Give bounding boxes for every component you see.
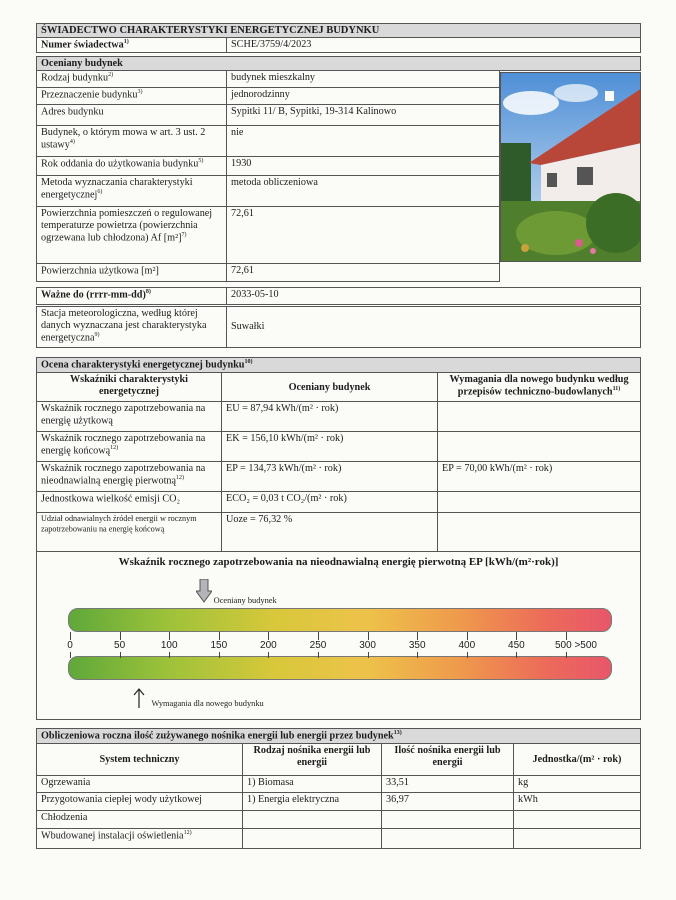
energy-row-heating-system: Ogrzewania [36,775,243,793]
ep-scale-bar-top [68,608,612,632]
building-purpose-value: jednorodzinny [226,87,500,105]
assessment-col-indicators: Wskaźniki charakterystyki energetycznej [36,372,222,402]
required-marker-label: Wymagania dla nowego budynku [151,699,264,708]
building-address-value: Sypitki 11/ B, Sypitki, 19-314 Kalinowo [226,104,500,126]
valid-until-value: 2033-05-10 [226,287,641,305]
energy-row-hotwater-system: Przygotowania ciepłej wody użytkowej [36,792,243,811]
energy-row-cooling-unit [513,810,641,829]
energy-row-lighting-unit [513,828,641,849]
ep-scale-tick-label: 0 [67,640,73,651]
ep-scale-title: Wskaźnik rocznego zapotrzebowania na nieodnawialną energię pierwotną EP [kWh/(m²·rok)] [118,556,559,568]
ep-scale-tick [467,632,468,640]
assessment-col-requirements: Wymagania dla nowego budynku według przepisów techniczno-budowlanych$^{11)}$ [437,372,641,402]
energy-row-heating-amount: 33,51 [381,775,514,793]
indicator-ek-requirement [437,431,641,462]
energy-row-cooling-system: Chłodzenia [36,810,243,829]
assessment-col-building: Oceniany budynek [221,372,438,402]
indicator-ep-value: EP = 134,73 kWh/(m² · rok) [221,461,438,492]
ep-scale-tick [268,652,269,658]
ep-scale-panel [36,551,641,720]
weather-station-label: Stacja meteorologiczna, według której danych wyznaczana jest charakterystyka energetyczna$^{9)}$ [36,306,227,348]
energy-row-hotwater-amount: 36,97 [381,792,514,811]
ep-scale-tick-label: 350 [408,640,426,651]
ep-scale-tick [169,652,170,658]
ep-scale-tick-label: 250 [309,640,327,651]
building-type-label: Rodzaj budynku$^{2)}$ [36,70,227,88]
energy-col-unit: Jednostka/(m² · rok) [513,743,641,776]
ep-scale-tick [120,632,121,640]
indicator-ep-label: Wskaźnik rocznego zapotrzebowania na nieodnawialną energię pierwotną$^{12)}$ [36,461,222,492]
ep-scale-tick [417,652,418,658]
building-usable-area-label: Powierzchnia użytkowa [m²] [36,263,227,282]
indicator-eu-label: Wskaźnik rocznego zapotrzebowania na energię użytkową [36,401,222,432]
indicator-ek-value: EK = 156,10 kWh/(m² · rok) [221,431,438,462]
ep-scale-tick-label: 200 [260,640,277,651]
indicator-oze-requirement [437,512,641,552]
indicator-co2-value: ECO₂ = 0,03 t CO₂/(m² · rok) [221,491,438,513]
building-heated-area-value: 72,61 [226,206,500,264]
building-year-value: 1930 [226,156,500,176]
building-heated-area-label: Powierzchnia pomieszczeń o regulowanej temperaturze powietrza (powierzchnia ogrzewana lub chłodzona) Af $[m^2]^{7)}$ [36,206,227,264]
assessment-section-header: Ocena charakterystyki energetycznej budynku$^{10)}$ [36,357,641,373]
ep-scale-tick [268,632,269,640]
energy-row-hotwater-carrier: 1) Energia elektryczna [242,792,382,811]
certificate-number-label: Numer świadectwa$^{1)}$ [36,37,227,53]
ep-scale-tick [318,632,319,640]
ep-scale-tick-label: 50 [114,640,126,651]
ep-scale-tick [70,652,71,658]
energy-row-heating-unit: kg [513,775,641,793]
energy-row-lighting-amount [381,828,514,849]
building-year-label: Rok oddania do użytkowania budynku$^{5)}$ [36,156,227,176]
ep-scale-tick [516,652,517,658]
document-title: ŚWIADECTWO CHARAKTERYSTYKI ENERGETYCZNEJ BUDYNKU [36,23,641,38]
building-method-value: metoda obliczeniowa [226,175,500,207]
indicator-eu-value: EU = 87,94 kWh/(m² · rok) [221,401,438,432]
ep-scale-tick [219,632,220,640]
building-art3-value: nie [226,125,500,157]
ep-scale-tick [417,632,418,640]
energy-row-lighting-carrier [242,828,382,849]
energy-row-heating-carrier: 1) Biomasa [242,775,382,793]
building-section-header: Oceniany budynek [36,56,641,71]
ep-scale-tick [120,652,121,658]
building-usable-area-value: 72,61 [226,263,500,282]
ep-scale-tick [169,632,170,640]
building-art3-label: Budynek, o którym mowa w art. 3 ust. 2 ustawy$^{4)}$ [36,125,227,157]
energy-col-system: System techniczny [36,743,243,776]
energy-row-cooling-amount [381,810,514,829]
indicator-eu-requirement [437,401,641,432]
ep-scale-tick-label: 450 [508,640,525,651]
building-purpose-label: Przeznaczenie budynku$^{3)}$ [36,87,227,105]
ep-scale-tick-label: 300 [359,640,376,651]
energy-col-amount: Ilość nośnika energii lub energii [381,743,514,776]
ep-scale-tick [318,652,319,658]
ep-scale-bar-bottom [68,656,612,680]
energy-row-cooling-carrier [242,810,382,829]
energy-section-header: Obliczeniowa roczna ilość zużywanego nośnika energii lub energii przez budynek$^{13)}$ [36,728,641,744]
ep-scale-tick-label: 100 [160,640,178,651]
assessed-marker-label: Oceniany budynek [213,596,277,605]
ep-scale-tick [368,652,369,658]
indicator-co2-label: Jednostkowa wielkość emisji CO₂ [36,491,222,513]
building-photo [500,72,641,262]
ep-scale-tick [70,632,71,640]
building-address-label: Adres budynku [36,104,227,126]
indicator-oze-value: Uoze = 76,32 % [221,512,438,552]
energy-row-lighting-system: Wbudowanej instalacji oświetlenia$^{12)}$ [36,828,243,849]
indicator-co2-requirement [437,491,641,513]
ep-scale-tick [467,652,468,658]
building-method-label: Metoda wyznaczania charakterystyki energetycznej$^{6)}$ [36,175,227,207]
ep-scale-tick-label: 150 [210,640,228,651]
ep-scale-tick-label: 500 >500 [555,640,597,651]
indicator-oze-label: Udział odnawialnych źródeł energii w rocznym zapotrzebowaniu na energię końcową [36,512,222,552]
ep-scale-tick [566,632,567,640]
ep-scale-tick [368,632,369,640]
ep-scale-tick-label: 400 [458,640,476,651]
required-arrow-icon [133,688,145,708]
ep-scale-tick [516,632,517,640]
indicator-ek-label: Wskaźnik rocznego zapotrzebowania na energię końcową$^{12)}$ [36,431,222,462]
indicator-ep-requirement: EP = 70,00 kWh/(m² · rok) [437,461,641,492]
certificate-number-value: SCHE/3759/4/2023 [226,37,641,53]
weather-station-value: Suwałki [226,306,641,348]
building-type-value: budynek mieszkalny [226,70,500,88]
assessed-arrow-icon [196,579,212,603]
ep-scale-tick [566,652,567,658]
ep-scale-tick [219,652,220,658]
energy-col-carrier: Rodzaj nośnika energii lub energii [242,743,382,776]
energy-row-hotwater-unit: kWh [513,792,641,811]
valid-until-label: Ważne do (rrrr-mm-dd)$^{8)}$ [36,287,227,305]
